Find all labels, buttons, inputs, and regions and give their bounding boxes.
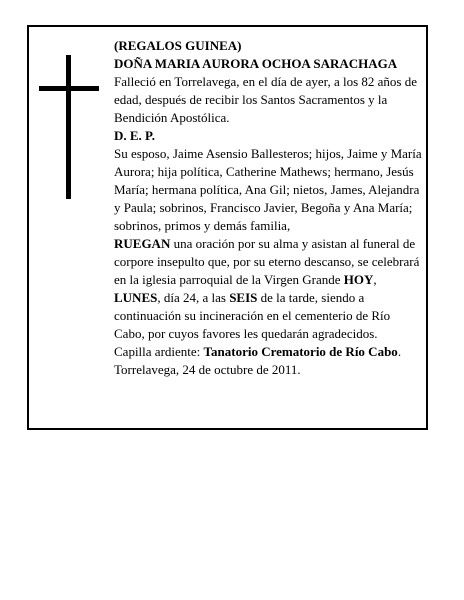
obituary-notice <box>27 25 428 430</box>
death-notice: Falleció en Torrelavega, en el día de ayer, a los 82 años de edad, después de recibir los Santos Sacramentos y la Bendición Apostólica. <box>114 74 417 125</box>
cross-icon <box>39 55 99 199</box>
cross-vertical-bar <box>66 55 71 199</box>
request-text-2: , día 24, a las <box>157 290 230 305</box>
obituary-text <box>114 37 424 379</box>
lunes-word: LUNES <box>114 290 158 305</box>
cross-horizontal-bar <box>39 86 99 91</box>
family-list: Su esposo, Jaime Asensio Ballesteros; hijos, Jaime y María Aurora; hija política, Catherine Mathews; hermano, Jesús María; hermana política, Ana Gil; nietos, James, Alejandra y Paula; sobrinos, Francisco Javier, Begoña y Ana María; sobrinos, primos y demás familia, <box>114 146 422 233</box>
request-comma: , <box>373 272 377 287</box>
seis-word: SEIS <box>229 290 258 305</box>
chapel-line <box>114 343 424 361</box>
chapel-label: Capilla ardiente: <box>114 344 204 359</box>
date-line: Torrelavega, 24 de octubre de 2011. <box>114 362 301 377</box>
request-text-3: de la tarde, siendo a continuación su incineración en el cementerio de Río Cabo, por cuyos favores les quedarán agradecidos. <box>114 290 391 341</box>
ruegan-word: RUEGAN <box>114 236 171 251</box>
chapel-place: Tanatorio Crematorio de Río Cabo <box>203 344 398 359</box>
funeral-request <box>114 235 424 343</box>
dep-line: D. E. P. <box>114 128 156 143</box>
request-text-1: una oración por su alma y asistan al funeral de corpore insepulto que, por su eterno descanso, se celebrará en la iglesia parroquial de la Virgen Grande <box>114 236 420 287</box>
hoy-word: HOY <box>343 272 374 287</box>
sponsor-header: (REGALOS GUINEA) <box>114 38 242 53</box>
deceased-name: DOÑA MARIA AURORA OCHOA SARACHAGA <box>114 56 398 71</box>
chapel-end: . <box>397 344 402 359</box>
